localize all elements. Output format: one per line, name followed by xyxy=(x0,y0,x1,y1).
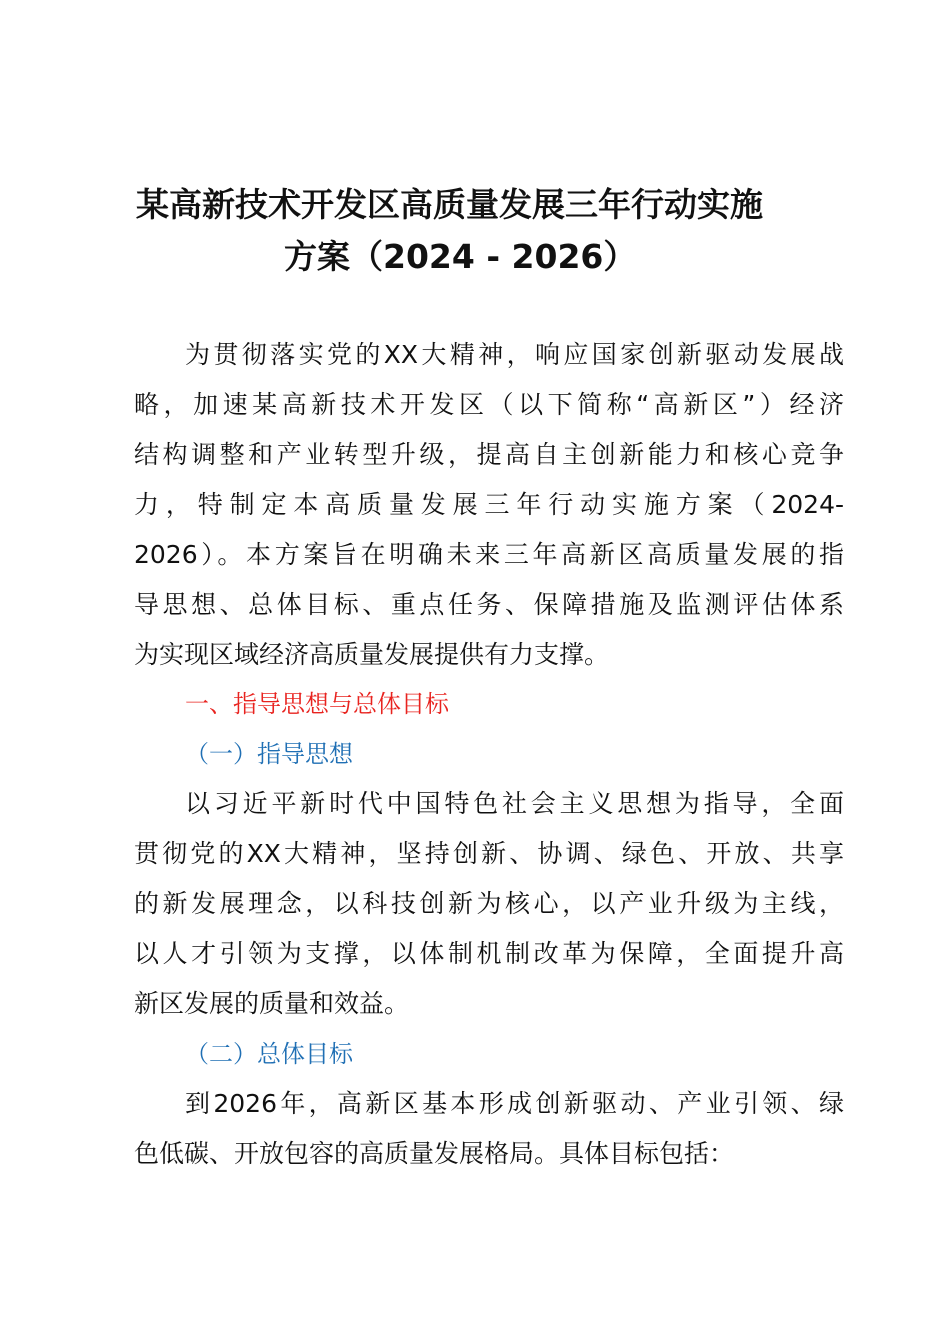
intro-line: 结构调整和产业转型升级，提高自主创新能力和核心竞争 xyxy=(134,440,844,469)
guiding-line: 的新发展理念，以科技创新为核心，以产业升级为主线， xyxy=(134,889,844,918)
intro-line: 为贯彻落实党的XX大精神，响应国家创新驱动发展战 xyxy=(185,340,844,369)
guiding-line: 以人才引领为支撑，以体制机制改革为保障，全面提升高 xyxy=(134,939,844,968)
section-heading: 一、指导思想与总体目标 xyxy=(185,690,449,718)
goal-line: 到2026年，高新区基本形成创新驱动、产业引领、绿 xyxy=(185,1089,844,1118)
goal-line: 色低碳、开放包容的高质量发展格局。具体目标包括： xyxy=(134,1139,735,1168)
intro-line: 力，特制定本高质量发展三年行动实施方案（2024- xyxy=(134,490,844,519)
intro-line: 导思想、总体目标、重点任务、保障措施及监测评估体系 xyxy=(134,590,844,619)
subsection-heading: （一）指导思想 xyxy=(185,740,353,768)
intro-line: 2026）。本方案旨在明确未来三年高新区高质量发展的指 xyxy=(134,540,844,569)
document-title-line-2: 方案（2024 - 2026） xyxy=(284,237,637,276)
intro-line: 略，加速某高新技术开发区（以下简称“高新区”）经济 xyxy=(134,390,844,419)
subsection-heading: （二）总体目标 xyxy=(185,1040,353,1068)
guiding-line: 新区发展的质量和效益。 xyxy=(134,989,410,1018)
intro-line: 为实现区域经济高质量发展提供有力支撑。 xyxy=(134,640,610,669)
document-title-line-1: 某高新技术开发区高质量发展三年行动实施 xyxy=(136,185,763,224)
guiding-line: 贯彻党的XX大精神，坚持创新、协调、绿色、开放、共享 xyxy=(134,839,844,868)
guiding-line: 以习近平新时代中国特色社会主义思想为指导，全面 xyxy=(185,789,844,818)
